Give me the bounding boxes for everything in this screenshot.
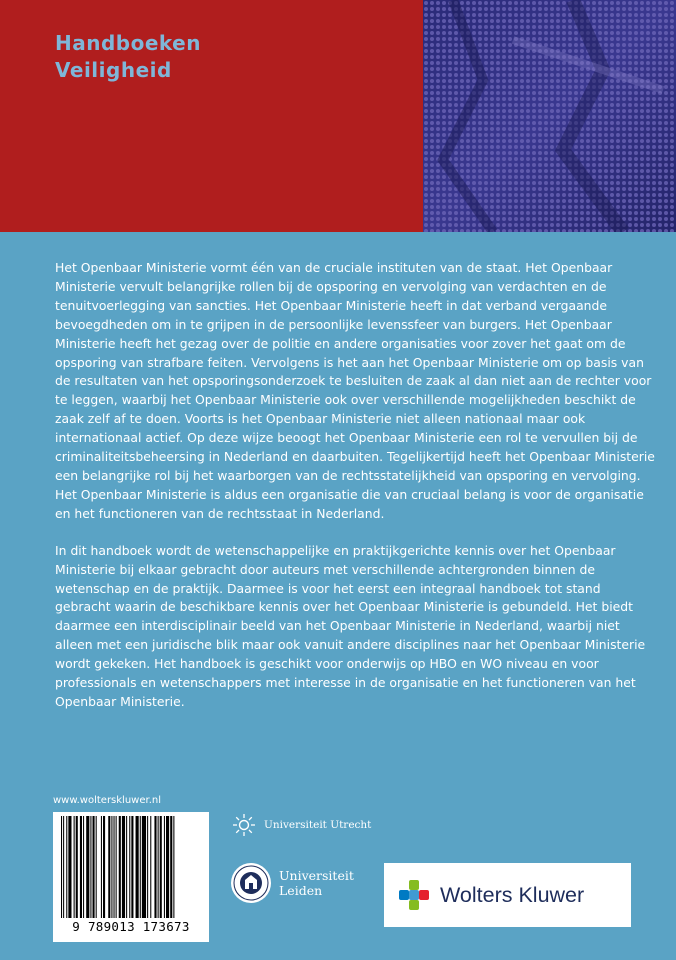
barcode-bar	[142, 816, 146, 918]
barcode-bar	[150, 816, 151, 918]
series-title-line1: Handboeken	[55, 31, 201, 55]
barcode-bar	[61, 816, 62, 918]
barcode-bar	[86, 816, 89, 918]
leiden-name-line2: Leiden	[279, 883, 323, 898]
wolters-kluwer-logo	[384, 863, 631, 927]
barcode-bar	[160, 816, 162, 918]
barcode-bar	[108, 816, 110, 918]
barcode-bar	[63, 816, 64, 918]
barcode-bar	[131, 816, 133, 918]
publisher-website: www.wolterskluwer.nl	[53, 795, 161, 806]
barcode-bars	[59, 816, 203, 918]
barcode-bar	[126, 816, 127, 918]
barcode-bar	[122, 816, 125, 918]
barcode-bar	[147, 816, 148, 918]
universiteit-leiden-logo	[230, 862, 354, 904]
barcode-bar	[96, 816, 97, 918]
series-title	[55, 30, 201, 84]
barcode-bar	[68, 816, 71, 918]
halftone-image	[423, 0, 676, 232]
wolters-kluwer-mark-icon	[398, 879, 430, 911]
barcode-bar	[170, 816, 172, 918]
utrecht-sun-icon	[232, 813, 256, 837]
leiden-seal-icon	[230, 862, 272, 904]
barcode-bar	[80, 816, 82, 918]
barcode-bar	[158, 816, 159, 918]
leiden-name-line1: Universiteit	[279, 868, 354, 883]
barcode-bar	[140, 816, 141, 918]
barcode-bar	[93, 816, 95, 918]
barcode-bar	[103, 816, 105, 918]
barcode-bar	[74, 816, 75, 918]
barcode-bar	[83, 816, 84, 918]
barcode-bar	[116, 816, 117, 918]
barcode-bar	[173, 816, 174, 918]
barcode-digits: 9 789013 173673	[72, 919, 190, 934]
blurb-paragraph-1: Het Openbaar Ministerie vormt één van de cruciale instituten van de staat. Het Openbaar Ministerie vervult belangrijke rollen bij de opsporing en vervolging van verdachten en de tenuitvoerlegging van sancties. Het Openbaar Ministerie heeft in dat verband vergaande bevoegdheden om in te grijpen in de persoonlijke levenssfeer van burgers. Het Openbaar Ministerie heeft het gezag over de politie en andere organisaties voor zover het gaat om de opsporing van strafbare feiten. Vervolgens is het aan het Openbaar Ministerie om op basis van de resultaten van het opsporingsonderzoek te besluiten de zaak al dan niet aan de rechter voor te leggen, waarbij het Openbaar Ministerie ook over verschillende mogelijkheden beschikt de zaak zelf af te doen. Voorts is het Openbaar Ministerie niet alleen nationaal maar ook internationaal actief. Op deze wijze beoogt het Openbaar Ministerie een rol te vervullen bij de criminaliteitsbeheersing in Nederland en daarbuiten. Tegelijkertijd heeft het Openbaar Ministerie een belangrijke rol bij het waarborgen van de rechtsstatelijkheid van opsporing en vervolging. Het Openbaar Ministerie is aldus een organisatie die van cruciaal belang is voor de organisatie en het functioneren van de rechtsstaat in Nederland.	[55, 260, 655, 521]
cover-art-halftone	[423, 0, 676, 232]
barcode-bar	[66, 816, 67, 918]
barcode-bar	[90, 816, 91, 918]
blurb-paragraph-2: In dit handboek wordt de wetenschappelijke en praktijkgerichte kennis over het Openbaar Ministerie bij elkaar gebracht door auteurs met verschillende achtergronden binnen de wetenschap en de praktijk. Daarmee is voor het eerst een integraal handboek tot stand gebracht waarin de beschikbare kennis over het Openbaar Ministerie is gebundeld. Het biedt daarmee een interdisciplinair beeld van het Openbaar Ministerie in Nederland, waarbij niet alleen met een juridische blik maar ook vanuit andere disciplines naar het Openbaar Ministerie wordt gekeken. Het handboek is geschikt voor onderwijs op HBO en WO niveau en voor professionals en wetenschappers met interesse in de organisatie en het functioneren van het Openbaar Ministerie.	[55, 542, 646, 709]
barcode-bar	[76, 816, 78, 918]
utrecht-name: Universiteit Utrecht	[264, 819, 372, 831]
barcode-bar	[111, 816, 112, 918]
barcode-bar	[119, 816, 121, 918]
series-title-line2: Veiligheid	[55, 58, 172, 82]
barcode-bar	[129, 816, 130, 918]
barcode-bar	[136, 816, 139, 918]
barcode-bar	[154, 816, 156, 918]
isbn-barcode	[53, 812, 209, 942]
wolters-kluwer-name: Wolters Kluwer	[440, 882, 585, 907]
back-cover-blurb	[55, 259, 655, 712]
barcode-bar	[101, 816, 102, 918]
barcode-bar	[166, 816, 169, 918]
barcode-bar	[114, 816, 115, 918]
barcode-bar	[164, 816, 165, 918]
universiteit-utrecht-logo	[232, 813, 371, 837]
